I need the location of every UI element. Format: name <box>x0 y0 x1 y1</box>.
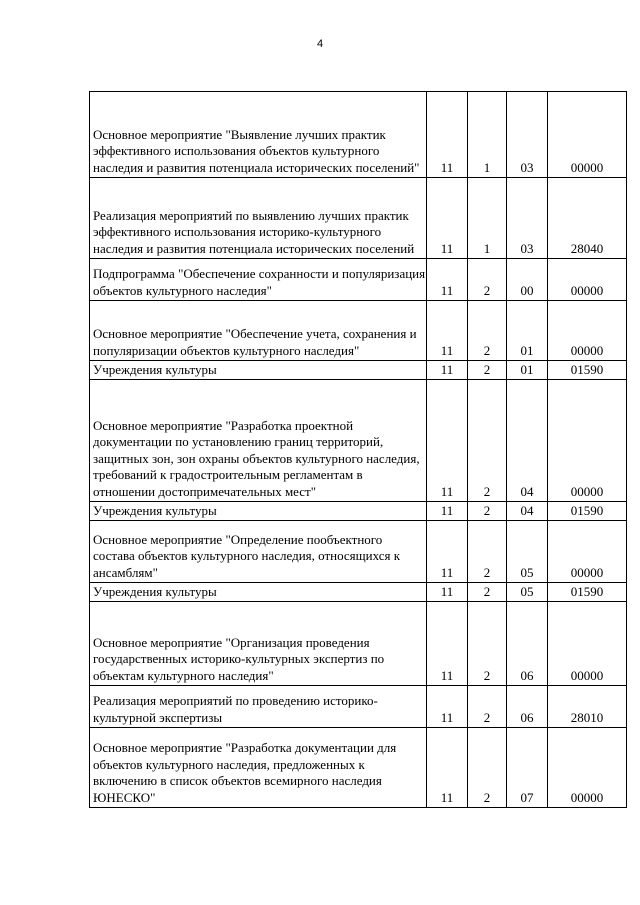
code-program: 11 <box>427 380 468 502</box>
table-row <box>90 178 627 259</box>
row-name: Основное мероприятие "Определение пообъектного состава объектов культурного наследия, относящихся к ансамблям" <box>90 521 427 583</box>
row-name: Подпрограмма "Обеспечение сохранности и популяризация объектов культурного наследия" <box>90 259 427 301</box>
code-subprogram: 1 <box>468 92 507 178</box>
code-program: 11 <box>427 728 468 808</box>
row-name: Учреждения культуры <box>90 583 427 602</box>
code-direction: 01590 <box>548 583 627 602</box>
budget-classification-table <box>89 91 627 808</box>
code-subprogram: 2 <box>468 259 507 301</box>
code-subprogram: 1 <box>468 178 507 259</box>
row-name: Учреждения культуры <box>90 361 427 380</box>
code-program: 11 <box>427 502 468 521</box>
code-direction: 00000 <box>548 259 627 301</box>
code-activity: 00 <box>507 259 548 301</box>
page-number: 4 <box>316 38 324 50</box>
code-direction: 00000 <box>548 92 627 178</box>
code-direction: 00000 <box>548 602 627 686</box>
code-subprogram: 2 <box>468 521 507 583</box>
code-direction: 28040 <box>548 178 627 259</box>
code-activity: 03 <box>507 92 548 178</box>
code-direction: 00000 <box>548 728 627 808</box>
code-activity: 01 <box>507 361 548 380</box>
code-subprogram: 2 <box>468 728 507 808</box>
table-row <box>90 92 627 178</box>
code-activity: 05 <box>507 583 548 602</box>
table-row <box>90 602 627 686</box>
code-program: 11 <box>427 602 468 686</box>
table-row <box>90 728 627 808</box>
code-subprogram: 2 <box>468 301 507 361</box>
code-program: 11 <box>427 178 468 259</box>
table-row <box>90 583 627 602</box>
code-program: 11 <box>427 361 468 380</box>
code-program: 11 <box>427 583 468 602</box>
code-subprogram: 2 <box>468 583 507 602</box>
code-activity: 07 <box>507 728 548 808</box>
code-direction: 00000 <box>548 301 627 361</box>
code-activity: 05 <box>507 521 548 583</box>
row-name: Основное мероприятие "Разработка проектной документации по установлению границ территорий, защитных зон, зон охраны объектов культурного наследия, требований к градостроительным регламентам в отношении достопримечательных мест" <box>90 380 427 502</box>
row-name: Основное мероприятие "Выявление лучших практик эффективного использования объектов культурного наследия и развития потенциала исторических поселений" <box>90 92 427 178</box>
code-subprogram: 2 <box>468 380 507 502</box>
code-activity: 03 <box>507 178 548 259</box>
row-name: Учреждения культуры <box>90 502 427 521</box>
code-activity: 04 <box>507 502 548 521</box>
table-row <box>90 380 627 502</box>
table-row <box>90 259 627 301</box>
row-name: Основное мероприятие "Организация проведения государственных историко-культурных экспертиз по объектам культурного наследия" <box>90 602 427 686</box>
code-activity: 01 <box>507 301 548 361</box>
code-direction: 01590 <box>548 502 627 521</box>
code-program: 11 <box>427 301 468 361</box>
table-row <box>90 502 627 521</box>
code-subprogram: 2 <box>468 502 507 521</box>
code-activity: 06 <box>507 686 548 728</box>
table-row <box>90 521 627 583</box>
code-activity: 06 <box>507 602 548 686</box>
code-subprogram: 2 <box>468 361 507 380</box>
table-row <box>90 301 627 361</box>
code-direction: 00000 <box>548 521 627 583</box>
code-direction: 01590 <box>548 361 627 380</box>
table-row <box>90 686 627 728</box>
row-name: Реализация мероприятий по выявлению лучших практик эффективного использования историко-культурного наследия и развития потенциала исторических поселений <box>90 178 427 259</box>
code-program: 11 <box>427 521 468 583</box>
table-row <box>90 361 627 380</box>
row-name: Основное мероприятие "Разработка документации для объектов культурного наследия, предложенных к включению в список объектов всемирного наследия ЮНЕСКО" <box>90 728 427 808</box>
code-subprogram: 2 <box>468 686 507 728</box>
code-program: 11 <box>427 686 468 728</box>
row-name: Основное мероприятие "Обеспечение учета, сохранения и популяризации объектов культурного наследия" <box>90 301 427 361</box>
code-activity: 04 <box>507 380 548 502</box>
code-subprogram: 2 <box>468 602 507 686</box>
code-program: 11 <box>427 92 468 178</box>
row-name: Реализация мероприятий по проведению историко-культурной экспертизы <box>90 686 427 728</box>
code-direction: 28010 <box>548 686 627 728</box>
code-direction: 00000 <box>548 380 627 502</box>
code-program: 11 <box>427 259 468 301</box>
